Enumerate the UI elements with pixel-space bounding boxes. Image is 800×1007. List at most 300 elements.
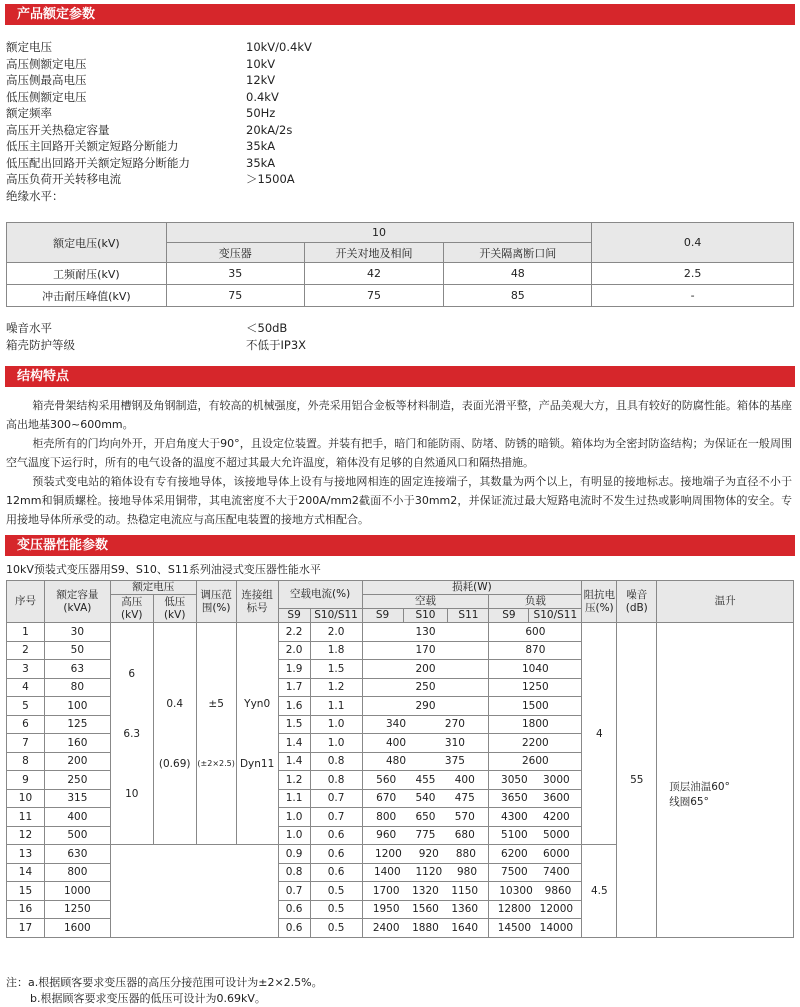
header-lv: 低压(kV)	[153, 595, 196, 623]
cell-seq: 2	[7, 641, 45, 660]
cell-seq: 11	[7, 808, 45, 827]
cell-noload-loss	[362, 845, 489, 864]
header-s9-noload: S9	[362, 609, 403, 623]
load-values	[489, 774, 581, 786]
note-a: 注：a.根据顾客要求变压器的高压分接范围可设计为±2×2.5%。	[6, 976, 323, 989]
param-value: 20kA/2s	[246, 122, 293, 137]
noload-value: 775	[415, 829, 436, 842]
cell-current-s10s11: 0.8	[310, 752, 362, 771]
hv-value: 10	[125, 787, 139, 800]
cell-current-s10s11: 1.1	[310, 697, 362, 716]
noload-value: 400	[454, 773, 475, 786]
cell-blank	[110, 845, 278, 938]
param-row	[6, 39, 312, 56]
cell-capacity: 1000	[44, 882, 110, 901]
cell-capacity: 50	[44, 641, 110, 660]
noload-value: 400	[385, 736, 407, 749]
load-values	[489, 681, 581, 693]
row-label: 冲击耐压峰值(kV)	[7, 285, 167, 307]
load-value: 1250	[522, 681, 549, 694]
load-values	[489, 700, 581, 712]
load-value: 5000	[542, 829, 570, 842]
load-value: 2200	[522, 736, 549, 749]
param-row	[6, 320, 288, 337]
param-row	[6, 56, 276, 73]
noload-values	[363, 681, 489, 693]
cell-seq: 15	[7, 882, 45, 901]
cell-seq: 13	[7, 845, 45, 864]
cell-capacity: 500	[44, 826, 110, 845]
cell-impedance: 4	[582, 623, 617, 845]
cell-capacity: 160	[44, 734, 110, 753]
cell-noload-loss	[362, 660, 489, 679]
cell-capacity: 250	[44, 771, 110, 790]
section-header-structure: 结构特点	[5, 366, 795, 387]
cell-current-s10s11: 0.5	[310, 919, 362, 938]
cell-current-s9: 0.9	[278, 845, 310, 864]
cell-seq: 5	[7, 697, 45, 716]
cell-temp-rise	[657, 623, 794, 938]
cell-current-s10s11: 0.8	[310, 771, 362, 790]
cell-capacity: 630	[44, 845, 110, 864]
param-label: 额定电压	[6, 40, 52, 54]
load-values	[489, 829, 581, 841]
extra-params-list	[6, 320, 307, 353]
cell-capacity: 125	[44, 715, 110, 734]
cell-noload-loss	[362, 808, 489, 827]
param-value: 不低于IP3X	[246, 337, 307, 352]
noload-value: 310	[444, 736, 465, 749]
cell-current-s9: 0.8	[278, 863, 310, 882]
param-value: ＜50dB	[246, 321, 288, 335]
cell-current-s9: 2.0	[278, 641, 310, 660]
cell-noload-loss	[362, 734, 489, 753]
table-cell: -	[592, 285, 794, 307]
cell-capacity: 100	[44, 697, 110, 716]
load-value: 4300	[501, 810, 528, 823]
cell-load-loss	[489, 808, 582, 827]
cell-current-s10s11: 1.5	[310, 660, 362, 679]
param-row	[6, 138, 276, 155]
cell-capacity: 80	[44, 678, 110, 697]
lv-value: (0.69)	[158, 757, 191, 770]
performance-table	[6, 580, 794, 938]
cell-noload-loss	[362, 715, 489, 734]
cell-current-s10s11: 0.7	[310, 808, 362, 827]
cell-noload-loss	[362, 678, 489, 697]
noload-value: 800	[376, 810, 397, 823]
paragraph: 预装式变电站的箱体设有专有接地导体，该接地导体上设有与接地网相连的固定连接端子，其数量为两个以上，有明显的接地标志。接地端子为直径不小于12mm和铜质螺栓。接地导体采用铜带，其电流密度不大于200A/mm2截面不小于30mm2，并保证流过最大短路电流时不发生过热或影响周围物体的安全。专用接地导体所承受的动。热稳定电流应与高压配电装置的接地方式相配合。	[6, 475, 792, 526]
header-04kv: 0.4	[592, 223, 794, 263]
cell-current-s10s11: 0.7	[310, 789, 362, 808]
header-s9-load: S9	[489, 609, 529, 623]
load-values	[489, 626, 581, 638]
param-value: 10kV/0.4kV	[246, 40, 312, 54]
cell-seq: 14	[7, 863, 45, 882]
load-values	[489, 848, 581, 860]
noload-values	[363, 700, 489, 712]
header-temp-rise: 温升	[657, 581, 794, 623]
noload-values	[363, 811, 489, 823]
cell-connection	[236, 623, 278, 845]
cell-capacity: 800	[44, 863, 110, 882]
load-value: 1040	[522, 662, 549, 675]
load-value: 3000	[542, 773, 570, 786]
cell-current-s9: 1.1	[278, 789, 310, 808]
cell-seq: 17	[7, 919, 45, 938]
rated-params-list	[6, 39, 312, 204]
table-cell: 2.5	[592, 263, 794, 285]
header-load-loss: 负载	[489, 595, 582, 609]
noload-value: 1150	[451, 884, 479, 897]
cell-capacity: 315	[44, 789, 110, 808]
cell-load-loss	[489, 845, 582, 864]
cell-capacity: 400	[44, 808, 110, 827]
load-value: 12000	[539, 903, 574, 916]
param-value: 35kA	[246, 139, 276, 153]
cell-seq: 12	[7, 826, 45, 845]
table-cell: 75	[304, 285, 444, 307]
noload-value: 560	[376, 773, 397, 786]
insulation-table	[6, 222, 794, 307]
cell-current-s9: 0.6	[278, 919, 310, 938]
subheader-switch-break: 开关隔离断口间	[444, 243, 592, 263]
param-row	[6, 105, 276, 122]
cell-noload-loss	[362, 863, 489, 882]
cell-current-s9: 1.0	[278, 826, 310, 845]
insulation-title: 绝缘水平：	[6, 188, 64, 203]
cell-current-s9: 1.5	[278, 715, 310, 734]
param-label: 额定频率	[6, 106, 52, 120]
load-value: 1800	[522, 718, 549, 731]
load-value: 870	[525, 644, 546, 657]
temp-oil: 顶层油温60°	[669, 780, 730, 793]
table-row	[7, 285, 794, 307]
load-value: 7500	[501, 866, 528, 879]
load-values	[489, 755, 581, 767]
load-values	[489, 866, 581, 878]
header-capacity: 额定容量(kVA)	[44, 581, 110, 623]
header-s11-noload: S11	[448, 609, 489, 623]
cell-current-s9: 2.2	[278, 623, 310, 642]
table-cell: 42	[304, 263, 444, 285]
noload-values	[363, 774, 489, 786]
cell-current-s10s11: 0.6	[310, 826, 362, 845]
load-values	[489, 718, 581, 730]
header-connection: 连接组标号	[236, 581, 278, 623]
load-values	[489, 922, 581, 934]
param-label: 高压负荷开关转移电流	[6, 172, 121, 186]
cell-noload-loss	[362, 771, 489, 790]
noload-value: 270	[444, 718, 465, 731]
table-cell: 85	[444, 285, 592, 307]
connection-value: Yyn0	[244, 697, 271, 710]
cell-noload-loss	[362, 882, 489, 901]
load-value: 3050	[501, 773, 528, 786]
header-tap-range: 调压范围(%)	[196, 581, 236, 623]
noload-value: 680	[454, 829, 475, 842]
noload-value: 1950	[372, 903, 400, 916]
param-label: 噪音水平	[6, 321, 52, 335]
noload-value: 880	[455, 847, 476, 860]
subheader-switch-ground: 开关对地及相间	[304, 243, 444, 263]
cell-current-s9: 1.6	[278, 697, 310, 716]
param-label: 箱壳防护等级	[6, 337, 75, 352]
cell-load-loss	[489, 863, 582, 882]
cell-seq: 1	[7, 623, 45, 642]
cell-seq: 10	[7, 789, 45, 808]
noload-values	[363, 644, 489, 656]
cell-noload-loss	[362, 752, 489, 771]
load-value: 14000	[539, 921, 574, 934]
load-value: 6000	[542, 847, 570, 860]
param-label: 高压侧最高电压	[6, 73, 87, 87]
param-label: 低压配出回路开关额定短路分断能力	[6, 155, 190, 170]
noload-values	[363, 903, 489, 915]
cell-current-s10s11: 2.0	[310, 623, 362, 642]
noload-value: 200	[415, 662, 436, 675]
cell-current-s10s11: 0.5	[310, 882, 362, 901]
subheader-transformer: 变压器	[166, 243, 304, 263]
cell-current-s10s11: 1.8	[310, 641, 362, 660]
cell-capacity: 1250	[44, 900, 110, 919]
param-value: 12kV	[246, 73, 276, 87]
table-notes	[6, 975, 323, 1007]
load-value: 2600	[522, 755, 549, 768]
structure-text	[6, 396, 792, 529]
noload-value: 250	[415, 681, 436, 694]
param-row	[6, 155, 276, 172]
table-cell: 75	[166, 285, 304, 307]
cell-capacity: 200	[44, 752, 110, 771]
noload-value: 1120	[415, 866, 443, 879]
cell-noload-loss	[362, 623, 489, 642]
load-value: 3600	[542, 792, 570, 805]
noload-value: 290	[415, 699, 436, 712]
load-value: 6200	[501, 847, 528, 860]
cell-current-s10s11: 0.5	[310, 900, 362, 919]
noload-value: 1360	[451, 903, 479, 916]
hv-value: 6	[128, 667, 136, 680]
tap-value: ±5	[208, 697, 224, 710]
cell-seq: 6	[7, 715, 45, 734]
noload-values	[363, 792, 489, 804]
cell-load-loss	[489, 641, 582, 660]
noload-value: 375	[444, 755, 465, 768]
param-row	[6, 171, 295, 188]
load-value: 7400	[542, 866, 570, 879]
cell-current-s9: 1.4	[278, 752, 310, 771]
header-s10-noload: S10	[403, 609, 448, 623]
cell-current-s9: 1.0	[278, 808, 310, 827]
cell-noload-loss	[362, 900, 489, 919]
param-value: 50Hz	[246, 106, 276, 120]
load-values	[489, 737, 581, 749]
cell-noload-loss	[362, 697, 489, 716]
param-row	[6, 89, 279, 106]
noload-value: 455	[415, 773, 436, 786]
noload-values	[363, 885, 489, 897]
param-value: 35kA	[246, 155, 276, 170]
cell-lv-voltage	[153, 623, 196, 845]
noload-values	[363, 663, 489, 675]
header-noise: 噪音(dB)	[617, 581, 657, 623]
param-row	[6, 122, 293, 139]
noload-value: 340	[385, 718, 407, 731]
cell-load-loss	[489, 697, 582, 716]
noload-value: 2400	[372, 921, 400, 934]
cell-impedance: 4.5	[582, 845, 617, 938]
noload-values	[363, 737, 489, 749]
noload-values	[363, 626, 489, 638]
connection-value: Dyn11	[239, 757, 275, 770]
cell-load-loss	[489, 771, 582, 790]
paragraph: 箱壳骨架结构采用槽钢及角钢制造，有较高的机械强度，外壳采用铝合金板等材料制造，表面光滑平整，产品美观大方，且具有较好的防腐性能。箱体的基座高出地基300~600mm。	[6, 399, 792, 431]
cell-load-loss	[489, 623, 582, 642]
cell-hv-voltage	[110, 623, 153, 845]
header-s10s11-current: S10/S11	[310, 609, 362, 623]
header-impedance: 阻抗电压(%)	[582, 581, 617, 623]
cell-load-loss	[489, 678, 582, 697]
load-values	[489, 885, 581, 897]
cell-noload-loss	[362, 641, 489, 660]
cell-noload-loss	[362, 789, 489, 808]
noload-values	[363, 718, 489, 730]
header-rated-voltage: 额定电压(kV)	[7, 223, 167, 263]
cell-current-s9: 1.2	[278, 771, 310, 790]
cell-current-s10s11: 1.0	[310, 715, 362, 734]
table-cell: 35	[166, 263, 304, 285]
hv-value: 6.3	[123, 727, 141, 740]
load-values	[489, 663, 581, 675]
noload-value: 1320	[412, 884, 439, 897]
cell-load-loss	[489, 882, 582, 901]
noload-values	[363, 755, 489, 767]
load-value: 5100	[501, 829, 528, 842]
load-values	[489, 811, 581, 823]
load-value: 3650	[501, 792, 528, 805]
noload-value: 1560	[412, 903, 439, 916]
noload-value: 1400	[373, 866, 401, 879]
param-label: 低压侧额定电压	[6, 89, 87, 104]
param-label: 高压开关热稳定容量	[6, 122, 110, 137]
cell-load-loss	[489, 789, 582, 808]
header-10kv: 10	[166, 223, 591, 243]
section-header-performance: 变压器性能参数	[5, 535, 795, 556]
load-values	[489, 792, 581, 804]
cell-seq: 7	[7, 734, 45, 753]
noload-value: 480	[385, 755, 407, 768]
note-b: b.根据顾客要求变压器的低压可设计为0.69kV。	[30, 992, 266, 1005]
noload-value: 170	[415, 644, 436, 657]
paragraph: 柜壳所有的门均向外开，开启角度大于90°，且设定位装置。并装有把手，暗门和能防雨、防堵、防锈的暗锁。箱体均为全密封防盗结构；为保证在一般周围空气温度下运行时，所有的电气设备的温度不超过其最大允许温度，箱体没有足够的自然通风口和隔热措施。	[6, 437, 792, 469]
load-value: 4200	[542, 810, 570, 823]
table-caption: 10kV预装式变压器用S9、S10、S11系列油浸式变压器性能水平	[6, 563, 321, 576]
param-value: ＞1500A	[246, 172, 295, 186]
noload-values	[363, 848, 489, 860]
section-header-rated: 产品额定参数	[5, 4, 795, 25]
noload-values	[363, 829, 489, 841]
param-value: 0.4kV	[246, 89, 279, 104]
cell-seq: 9	[7, 771, 45, 790]
cell-current-s10s11: 1.0	[310, 734, 362, 753]
cell-load-loss	[489, 900, 582, 919]
param-label: 高压侧额定电压	[6, 56, 87, 71]
lv-value: 0.4	[166, 697, 184, 710]
cell-seq: 8	[7, 752, 45, 771]
header-no-load-current: 空载电流(%)	[278, 581, 362, 609]
cell-load-loss	[489, 752, 582, 771]
table-row	[7, 623, 794, 642]
header-s9-current: S9	[278, 609, 310, 623]
cell-seq: 3	[7, 660, 45, 679]
noload-value: 980	[456, 866, 478, 879]
param-value: 10kV	[246, 56, 276, 71]
cell-noload-loss	[362, 826, 489, 845]
cell-load-loss	[489, 715, 582, 734]
load-value: 12800	[497, 903, 532, 916]
noload-value: 1880	[412, 921, 439, 934]
load-value: 1500	[522, 699, 549, 712]
noload-values	[363, 866, 489, 878]
temp-coil: 线圈65°	[669, 795, 709, 808]
cell-capacity: 1600	[44, 919, 110, 938]
noload-value: 540	[415, 792, 436, 805]
load-value: 10300	[499, 884, 533, 897]
header-rated-voltage: 额定电压	[110, 581, 196, 595]
cell-tap-range	[196, 623, 236, 845]
noload-values	[363, 922, 489, 934]
header-seq: 序号	[7, 581, 45, 623]
cell-load-loss	[489, 919, 582, 938]
param-label: 低压主回路开关额定短路分断能力	[6, 139, 179, 153]
load-value: 14500	[497, 921, 532, 934]
header-loss: 损耗(W)	[362, 581, 582, 595]
cell-current-s10s11: 0.6	[310, 863, 362, 882]
cell-load-loss	[489, 734, 582, 753]
noload-value: 670	[376, 792, 397, 805]
cell-current-s10s11: 0.6	[310, 845, 362, 864]
noload-value: 1700	[372, 884, 400, 897]
row-label: 工频耐压(kV)	[7, 263, 167, 285]
param-row	[6, 72, 276, 89]
cell-capacity: 63	[44, 660, 110, 679]
cell-current-s9: 1.4	[278, 734, 310, 753]
header-hv: 高压(kV)	[110, 595, 153, 623]
header-s10s11-load: S10/S11	[529, 609, 582, 623]
load-values	[489, 903, 581, 915]
cell-load-loss	[489, 826, 582, 845]
noload-value: 960	[376, 829, 397, 842]
cell-seq: 16	[7, 900, 45, 919]
cell-load-loss	[489, 660, 582, 679]
cell-current-s9: 0.7	[278, 882, 310, 901]
param-row	[6, 337, 307, 354]
noload-value: 650	[415, 810, 436, 823]
noload-value: 570	[454, 810, 475, 823]
load-value: 600	[525, 625, 546, 638]
load-value: 9860	[544, 884, 572, 897]
cell-current-s9: 1.9	[278, 660, 310, 679]
cell-noise: 55	[617, 623, 657, 938]
load-values	[489, 644, 581, 656]
cell-current-s9: 0.6	[278, 900, 310, 919]
cell-noload-loss	[362, 919, 489, 938]
cell-seq: 4	[7, 678, 45, 697]
table-row	[7, 263, 794, 285]
cell-capacity: 30	[44, 623, 110, 642]
noload-value: 130	[415, 625, 436, 638]
